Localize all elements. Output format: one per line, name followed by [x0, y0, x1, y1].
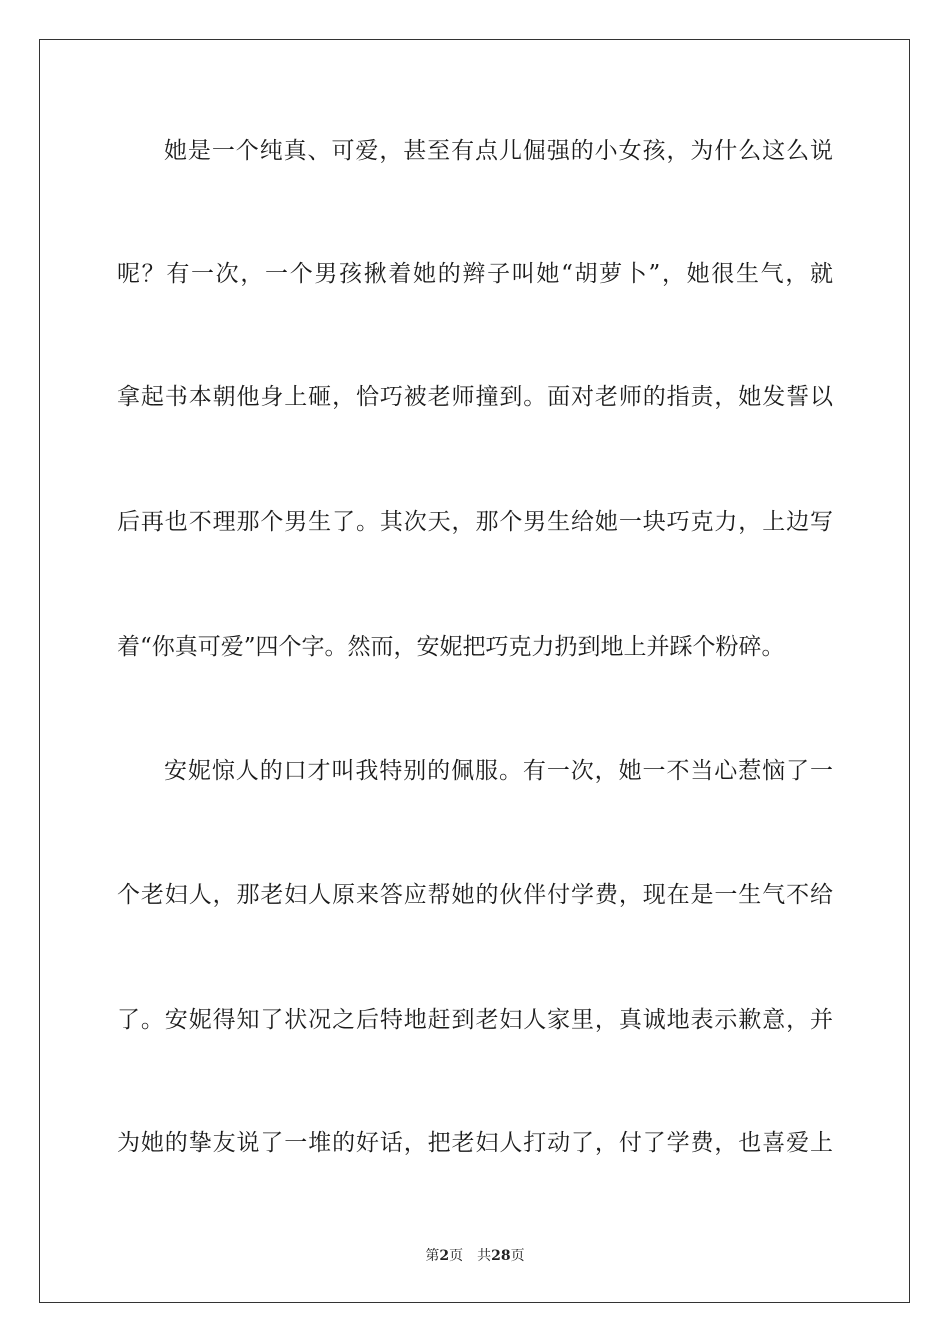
total-pages: 28 — [491, 1248, 511, 1264]
paragraph-1-line-1: 她是一个纯真、可爱，甚至有点儿倔强的小女孩，为什么这么说 — [164, 138, 833, 164]
paragraph-1-line-4: 后再也不理那个男生了。其次天，那个男生给她一块巧克力，上边写 — [117, 509, 833, 535]
paragraph-1-line-3: 拿起书本朝他身上砸，恰巧被老师撞到。面对老师的指责，她发誓以 — [117, 384, 833, 410]
page-prefix: 第 — [425, 1248, 440, 1264]
paragraph-2-line-1: 安妮惊人的口才叫我特别的佩服。有一次，她一不当心惹恼了一 — [164, 758, 833, 784]
page-footer — [0, 1246, 950, 1266]
page-number: 2 — [439, 1248, 450, 1264]
paragraph-1-line-5: 着“你真可爱”四个字。然而，安妮把巧克力扔到地上并踩个粉碎。 — [117, 634, 785, 660]
paragraph-1-line-2: 呢？有一次，一个男孩揪着她的辫子叫她“胡萝卜”，她很生气，就 — [117, 261, 833, 287]
page-border — [39, 39, 910, 1303]
total-prefix: 共 — [477, 1248, 492, 1264]
paragraph-2-line-4: 为她的挚友说了一堆的好话，把老妇人打动了，付了学费，也喜爱上 — [117, 1130, 833, 1156]
paragraph-2-line-2: 个老妇人，那老妇人原来答应帮她的伙伴付学费，现在是一生气不给 — [117, 882, 833, 908]
total-suffix: 页 — [510, 1248, 525, 1264]
paragraph-2-line-3: 了。安妮得知了状况之后特地赶到老妇人家里，真诚地表示歉意，并 — [117, 1007, 833, 1033]
page-suffix: 页 — [449, 1248, 464, 1264]
